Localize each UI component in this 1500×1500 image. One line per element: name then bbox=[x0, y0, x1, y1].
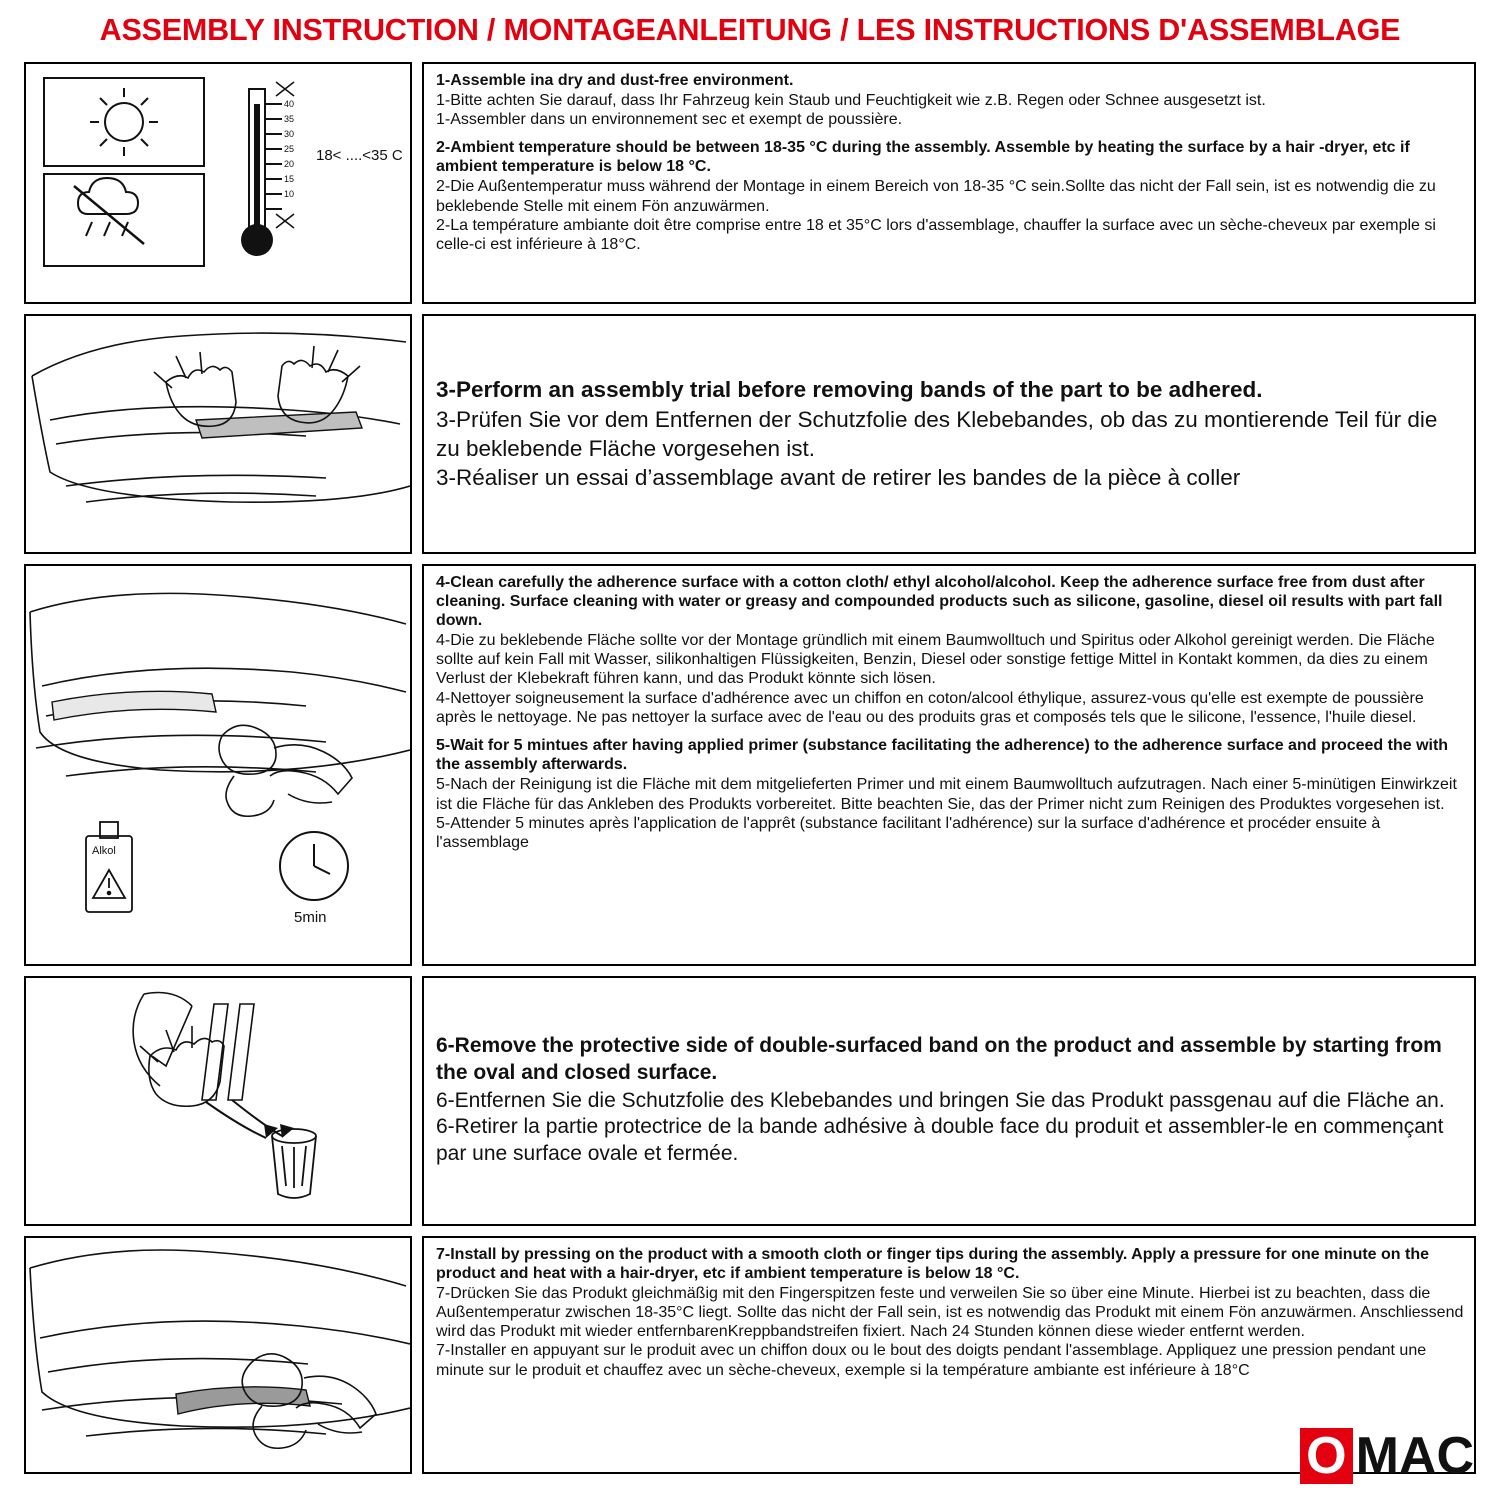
step-2-en: 2-Ambient temperature should be between 18-35 °C during the assembly. Assemble by heating the surface by a hair -dryer, etc if ambient temperature is below 18 °C. bbox=[436, 139, 1410, 176]
step-row-3 bbox=[24, 564, 1476, 966]
step-3-illustration bbox=[24, 314, 412, 554]
step-6-block bbox=[436, 1033, 1464, 1168]
step-1-en: 1-Assemble ina dry and dust-free environment. bbox=[436, 71, 794, 89]
step-3-block bbox=[436, 375, 1464, 493]
step-6-illustration bbox=[24, 976, 412, 1226]
step-7-en: 7-Install by pressing on the product with a smooth cloth or finger tips during the assembly. Apply a pressure for one minute on the product and heat with a hair-dryer, etc if ambient temperature is below 18 °C. bbox=[436, 1245, 1429, 1282]
step-7-illustration bbox=[24, 1236, 412, 1474]
step-row-2 bbox=[24, 314, 1476, 554]
step-6-fr: 6-Retirer la partie protectrice de la bande adhésive à double face du produit et assembler-le en commençant par une surface ovale et fermée. bbox=[436, 1115, 1444, 1166]
svg-text:20: 20 bbox=[284, 158, 295, 169]
svg-text:35: 35 bbox=[284, 113, 295, 124]
step-7-fr: 7-Installer en appuyant sur le produit avec un chiffon doux ou le bout des doigts pendant l'assemblage. Appliquez une pression pendant une minute sur le produit et chauffez avec un sèche-cheveux, exemple si la température ambiante est inférieure à 18°C bbox=[436, 1342, 1427, 1379]
step-6-de: 6-Entfernen Sie die Schutzfolie des Klebebandes und bringen Sie das Produkt passgenau auf die Fläche an. bbox=[436, 1088, 1445, 1112]
svg-text:15: 15 bbox=[284, 173, 295, 184]
temperature-range-label: 18< ....<35 C bbox=[316, 146, 403, 164]
step-1-de: 1-Bitte achten Sie darauf, dass Ihr Fahrzeug kein Staub und Feuchtigkeit wie z.B. Regen oder Schnee ausgesetzt ist. bbox=[436, 91, 1266, 109]
step-2-de: 2-Die Außentemperatur muss während der Montage in einem Bereich von 18-35 °C sein.Sollte das nicht der Fall sein, ist es notwendig die zu beklebende Stelle mit einem Fön anzuwärmen. bbox=[436, 178, 1436, 215]
step-3-en: 3-Perform an assembly trial before removing bands of the part to be adhered. bbox=[436, 376, 1263, 402]
step-6-en: 6-Remove the protective side of double-surfaced band on the product and assemble by starting from the oval and closed surface. bbox=[436, 1033, 1442, 1084]
step-2-block bbox=[436, 138, 1464, 254]
page-title: ASSEMBLY INSTRUCTION / MONTAGEANLEITUNG / LES INSTRUCTIONS D'ASSEMBLAGE bbox=[99, 13, 1401, 47]
svg-text:40: 40 bbox=[284, 98, 295, 109]
step-4-5-illustration bbox=[24, 564, 412, 966]
step-row-4 bbox=[24, 976, 1476, 1226]
step-3-de: 3-Prüfen Sie vor dem Entfernen der Schutzfolie des Klebebandes, ob das zu montierende Teil für die zu beklebende Fläche vorgesehen ist. bbox=[436, 406, 1438, 462]
step-3-fr: 3-Réaliser un essai d’assemblage avant de retirer les bandes de la pièce à coller bbox=[436, 465, 1241, 491]
step-7-block bbox=[436, 1245, 1464, 1380]
step-4-fr: 4-Nettoyer soigneusement la surface d'adhérence avec un chiffon en coton/alcool éthylique, assurez-vous qu'elle est exempte de poussière après le nettoyage. Ne pas nettoyer la surface avec de l'eau ou des produits gras et composés tels que le silicone, l'essence, l'huile diesel. bbox=[436, 689, 1424, 726]
step-6-text bbox=[422, 976, 1476, 1226]
step-3-text bbox=[422, 314, 1476, 554]
svg-text:30: 30 bbox=[284, 128, 295, 139]
clock-label: 5min bbox=[294, 908, 327, 926]
step-5-block bbox=[436, 736, 1464, 852]
step-5-fr: 5-Attender 5 minutes après l'application de l'apprêt (substance facilitant l'adhérence) sur la surface d'adhérence et procéder ensuite à l'assemblage bbox=[436, 814, 1381, 851]
step-4-en: 4-Clean carefully the adherence surface with a cotton cloth/ ethyl alcohol/alcohol. Keep the adherence surface free from dust after cleaning. Surface cleaning with water or greasy and compounded products such as silicone, gasoline, diesel oil results with part fall down. bbox=[436, 573, 1443, 629]
step-1-illustration bbox=[24, 62, 412, 304]
steps-grid bbox=[24, 62, 1476, 1474]
logo-text: MAC bbox=[1355, 1427, 1474, 1485]
step-1-fr: 1-Assembler dans un environnement sec et exempt de poussière. bbox=[436, 110, 903, 128]
step-4-5-text bbox=[422, 564, 1476, 966]
step-row-5 bbox=[24, 1236, 1476, 1474]
step-row-1 bbox=[24, 62, 1476, 304]
step-4-de: 4-Die zu beklebende Fläche sollte vor der Montage gründlich mit einem Baumwolltuch und Spiritus oder Alkohol gereinigt werden. Die Fläche sollte auf kein Fall mit Wasser, silikonhaltigen Flüssigkeiten, Benzin, Diesel oder sonstige fettige Mittel in Kontakt kommen, da dies zu einem Verlust der Klebekraft führen kann, und das Produkt könnte sich lösen. bbox=[436, 632, 1435, 688]
svg-text:25: 25 bbox=[284, 143, 295, 154]
step-7-de: 7-Drücken Sie das Produkt gleichmäßig mit den Fingerspitzen feste und verweilen Sie so über eine Minute. Hierbei ist zu beachten, dass die Außentemperatur zwischen 18-35°C liegt. Sollte das nicht der Fall sein, ist es notwendig das Produkt mit einem Fön anzuwärmen. Anschliessend wird das Produkt mit wieder entfernbarenKreppbandstreifen fixiert. Nach 24 Stunden können diese wieder entfernt werden. bbox=[436, 1284, 1464, 1341]
step-1-block bbox=[436, 71, 1464, 130]
logo-mark: O bbox=[1300, 1428, 1352, 1484]
omac-logo bbox=[1300, 1426, 1474, 1486]
svg-text:10: 10 bbox=[284, 188, 295, 199]
step-1-2-text bbox=[422, 62, 1476, 304]
step-4-block bbox=[436, 573, 1464, 728]
step-5-de: 5-Nach der Reinigung ist die Fläche mit dem mitgelieferten Primer und mit einem Baumwolltuch aufzutragen. Nach einer 5-minütigen Einwirkzeit ist die Fläche für das Ankleben des Produkts vorbereitet. Bitte beachten Sie, das der Primer nicht zum Reinigen des Produktes vorgesehen ist. bbox=[436, 776, 1457, 813]
bottle-label: Alkol bbox=[92, 844, 116, 857]
step-5-en: 5-Wait for 5 mintues after having applied primer (substance facilitating the adherence) to the adherence surface and proceed the with the assembly afterwards. bbox=[436, 737, 1449, 774]
step-2-fr: 2-La température ambiante doit être comprise entre 18 et 35°C lors d'assemblage, chauffer la surface avec un sèche-cheveux par exemple si celle-ci est inférieure à 18°C. bbox=[436, 216, 1436, 254]
